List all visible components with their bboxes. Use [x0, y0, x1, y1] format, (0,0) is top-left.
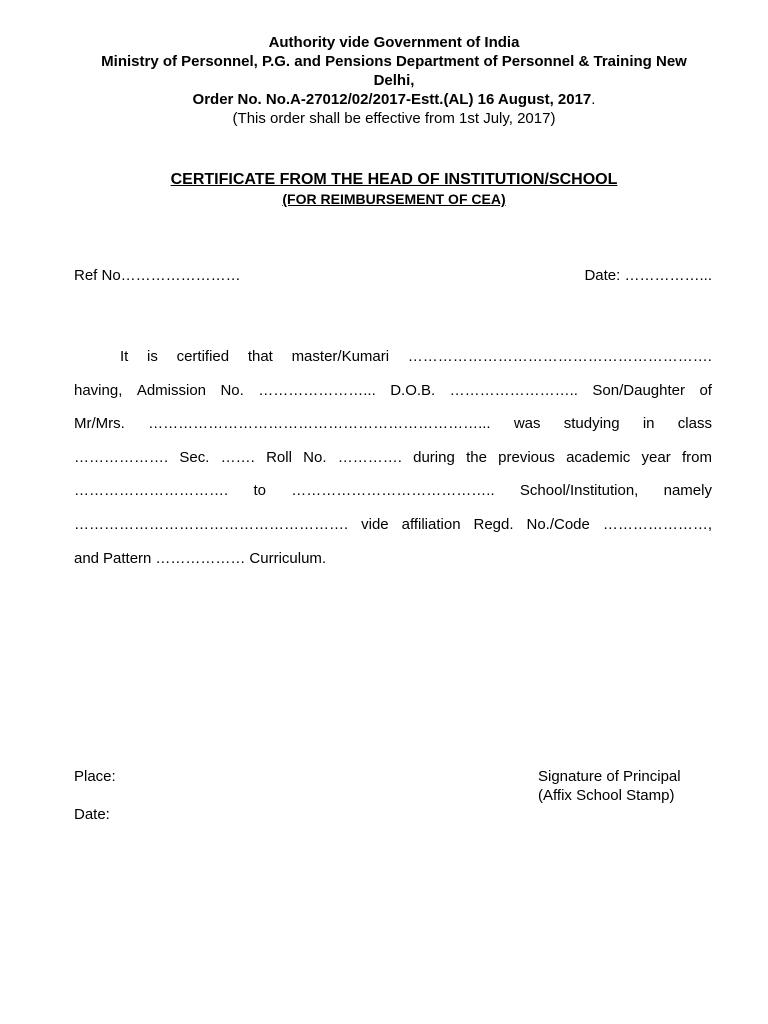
pattern-blank: ………………	[155, 549, 246, 567]
body-word: namely	[663, 482, 712, 500]
authority-header	[74, 33, 714, 128]
body-word: D.O.B.	[390, 381, 436, 399]
body-word: Admission	[136, 381, 207, 399]
order-number: Order No. No.A-27012/02/2017-Estt.(AL) 16 August, 2017	[192, 91, 592, 108]
body-word: No./Code	[526, 515, 590, 533]
effective-note: (This order shall be effective from 1st July, 2017)	[232, 110, 556, 127]
certificate-title: CERTIFICATE FROM THE HEAD OF INSTITUTION/SCHOOL	[170, 171, 618, 188]
student-name-blank: …………………………………………………….	[407, 348, 712, 365]
body-word: Son/Daughter	[592, 381, 685, 399]
authority-line: Authority vide Government of India	[268, 34, 520, 51]
body-word: Pattern	[103, 549, 152, 567]
body-word: Curriculum.	[249, 549, 327, 567]
body-word: studying	[563, 415, 620, 433]
body-word: Roll	[266, 448, 292, 466]
body-word: to	[253, 482, 266, 500]
body-word: previous	[498, 448, 555, 466]
ref-date-field: Date: ……………...	[584, 267, 712, 284]
ministry-line: Ministry of Personnel, P.G. and Pensions Department of Personnel & Training New	[101, 53, 687, 70]
ref-no-field: Ref No……………………	[74, 267, 241, 284]
body-word: School/Institution,	[519, 482, 639, 500]
school-name-blank: ……………………………………………….	[74, 515, 349, 533]
body-word: the	[466, 448, 487, 466]
stamp-label: (Affix School Stamp)	[538, 787, 675, 804]
body-word: master/Kumari	[291, 348, 390, 365]
body-word: affiliation	[401, 515, 461, 533]
body-word: Regd.	[473, 515, 514, 533]
title-block	[74, 170, 714, 208]
signature-label: Signature of Principal	[538, 768, 681, 785]
year-to-blank: …………………………………..	[291, 482, 495, 500]
body-line	[74, 542, 712, 576]
dob-blank: ……………………..	[449, 381, 578, 399]
body-word: class	[677, 415, 712, 433]
body-line	[74, 441, 712, 475]
body-word: that	[247, 348, 273, 365]
admission-no-blank: …………………...	[258, 381, 376, 399]
body-word: from	[681, 448, 712, 466]
body-word: It	[120, 348, 129, 365]
ministry-city-line: Delhi,	[373, 72, 415, 89]
body-word: Mr/Mrs.	[74, 415, 125, 433]
body-word: Sec.	[179, 448, 210, 466]
class-blank: ……………….	[74, 448, 169, 466]
body-line	[74, 508, 712, 542]
body-word: during	[413, 448, 455, 466]
reference-row	[74, 266, 712, 286]
year-from-blank: ………………………….	[74, 482, 229, 500]
affiliation-code-blank: …………………,	[602, 515, 712, 533]
body-word: vide	[361, 515, 389, 533]
order-line	[74, 90, 714, 109]
section-blank: …….	[220, 448, 255, 466]
body-word: and	[74, 549, 100, 567]
body-word: is	[147, 348, 158, 365]
certificate-body	[74, 340, 712, 575]
body-line	[74, 474, 712, 508]
body-word: No.	[303, 448, 327, 466]
body-word: having,	[74, 381, 123, 399]
body-word: academic	[566, 448, 631, 466]
certificate-subtitle: (FOR REIMBURSEMENT OF CEA)	[282, 191, 506, 207]
body-line	[74, 407, 712, 441]
body-word: of	[699, 381, 712, 399]
parent-name-blank: …………………………………………………………...	[148, 415, 491, 433]
body-line	[74, 340, 712, 374]
body-word: was	[513, 415, 541, 433]
place-date-block	[74, 767, 116, 824]
place-label: Place:	[74, 768, 116, 785]
date-label: Date:	[74, 806, 110, 823]
signature-block	[538, 767, 681, 805]
order-period: .	[591, 91, 596, 108]
body-line	[74, 374, 712, 408]
body-word: year	[641, 448, 671, 466]
body-word: No.	[220, 381, 244, 399]
body-word: in	[642, 415, 655, 433]
roll-no-blank: ………….	[337, 448, 402, 466]
body-word: certified	[176, 348, 230, 365]
